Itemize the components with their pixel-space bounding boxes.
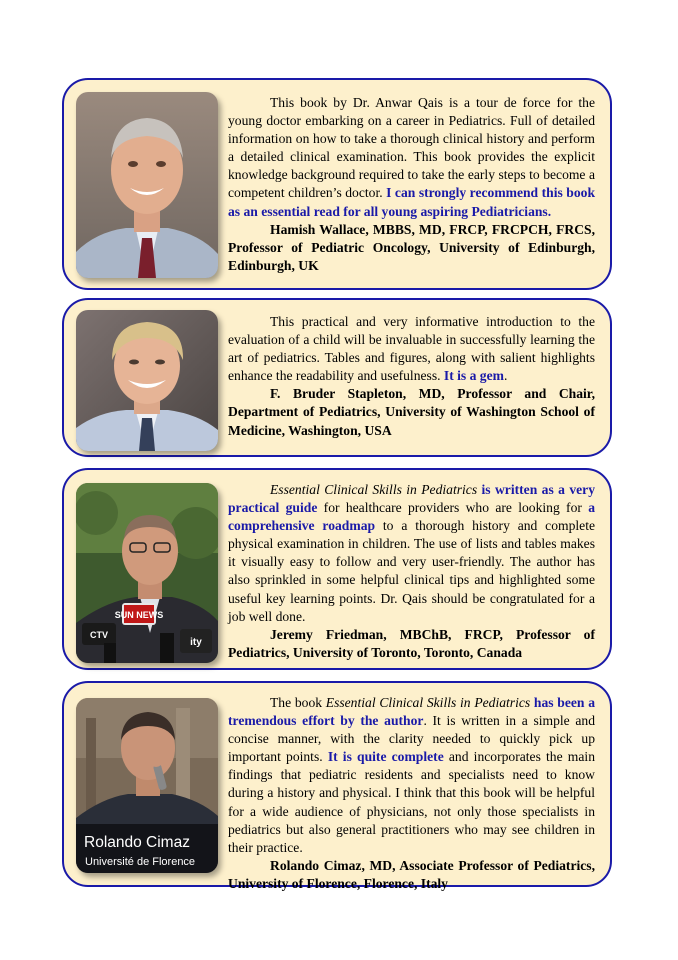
photo-caption-institution: Université de Florence xyxy=(85,856,196,868)
testimonial-signature: Hamish Wallace, MBBS, MD, FRCP, FRCPCH, FRCS, Professor of Pediatric Oncology, University of Edinburgh, Edinburgh, UK xyxy=(228,221,595,273)
mic-flag-label: ity xyxy=(190,637,202,648)
portrait-wallace-photo xyxy=(76,92,218,278)
body-text: and incorporates the main findings that pediatric residents and specialists need to know during a history and physical. I think that this book will be helpful for a wide audience of physicians, not only those specialists in pediatrics but also general practitioners who may see children in their practice. xyxy=(228,749,595,855)
highlight-text: a comprehensive roadmap xyxy=(228,500,595,534)
highlight-text: is written as a very practical guide xyxy=(228,482,595,516)
highlight-text: It is a gem xyxy=(443,368,504,384)
testimonial-text xyxy=(228,694,595,893)
photo-caption-name: Rolando Cimaz xyxy=(84,834,190,851)
testimonial-signature: Jeremy Friedman, MBChB, FRCP, Professor of Pediatrics, University of Toronto, Toronto, Canada xyxy=(228,626,595,660)
portrait-smiling-man-blond-hair-icon xyxy=(76,310,218,451)
testimonial-signature: F. Bruder Stapleton, MD, Professor and Chair, Department of Pediatrics, University of Washington School of Medicine, Washington, USA xyxy=(228,386,595,438)
testimonial-card-stapleton xyxy=(62,298,612,457)
testimonial-body xyxy=(228,313,595,385)
testimonial-signature: Rolando Cimaz, MD, Associate Professor of Pediatrics, University of Florence, Florence, Italy xyxy=(228,857,595,891)
testimonial-body xyxy=(228,481,595,626)
testimonial-card-friedman xyxy=(62,468,612,670)
portrait-friedman-photo xyxy=(76,483,218,663)
book-title: Essential Clinical Skills in Pediatrics xyxy=(325,695,531,710)
highlight-text: I can strongly recommend this book as an essential read for all young aspiring Pediatricians xyxy=(228,185,595,219)
body-text: The book xyxy=(270,695,326,710)
portrait-cimaz-photo xyxy=(76,698,218,873)
testimonial-text xyxy=(228,481,595,662)
testimonial-text xyxy=(228,94,595,275)
testimonial-card-wallace xyxy=(62,78,612,290)
body-text: This book by Dr. Anwar Qais is a tour de force for the young doctor embarking on a career in Pediatrics. Full of detailed information on how to take a thorough clinical history and perform a detailed clinical examination. This book provides the explicit knowledge background required to take the early steps to become a competent children’s doctor. xyxy=(228,95,595,201)
highlight-punct: . xyxy=(547,203,552,219)
body-text: to a thorough history and complete physical examination in children. The use of lists and tables makes it visually easy to follow and very user-friendly. The author has also sprinkled in some helpful clinical tips and highlighted some useful key learning points. Dr. Qais should be congratulated for a job well done. xyxy=(228,518,596,624)
portrait-smiling-man-grey-hair-icon xyxy=(76,92,218,278)
mic-flag-label: SUN NEWS xyxy=(114,610,164,620)
portrait-man-microphones-icon xyxy=(76,483,218,663)
mic-flag-label: CTV xyxy=(90,630,108,640)
body-punct: . xyxy=(503,368,508,384)
highlight-text: It is quite complete xyxy=(327,749,444,765)
testimonial-body xyxy=(228,694,595,857)
book-title: Essential Clinical Skills in Pediatrics xyxy=(270,482,478,497)
body-text: for healthcare providers who are looking for xyxy=(317,500,589,516)
testimonial-body xyxy=(228,94,595,221)
highlight-text: has been a tremendous effort by the author xyxy=(228,695,595,729)
portrait-stapleton-photo xyxy=(76,310,218,451)
testimonial-text xyxy=(228,313,595,440)
testimonial-card-cimaz xyxy=(62,681,612,891)
body-text: . It is written in a simple and concise manner, with the clarity needed to quickly pick up important points. xyxy=(228,713,596,765)
body-text: This practical and very informative introduction to the evaluation of a child will be invaluable in successfully learning the art of pediatrics. Tables and figures, along with salient highlights enhance the readability and usefulness. xyxy=(228,314,595,384)
